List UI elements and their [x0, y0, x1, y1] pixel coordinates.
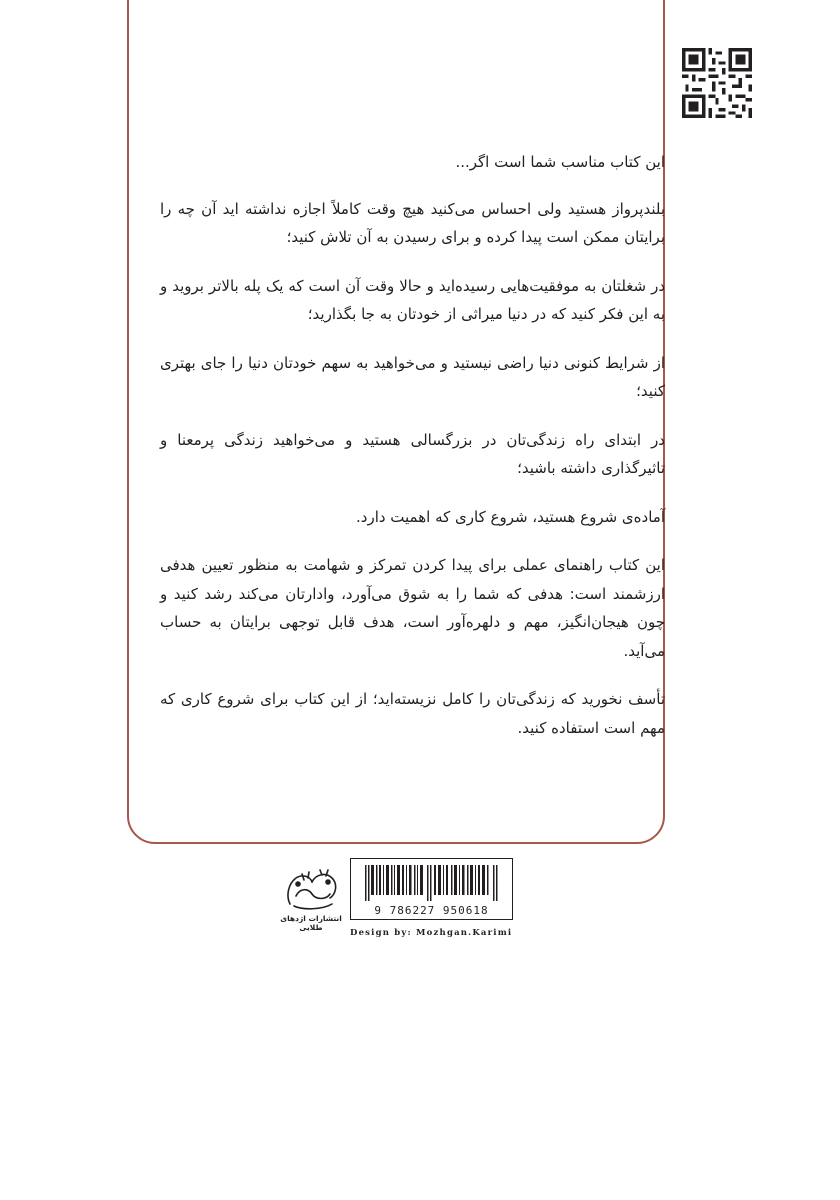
paragraph-2: در شغلتان به موفقیت‌هایی رسیده‌اید و حالا وقت آن است که یک پله بالاتر بروید و به این فکر کنید که در دنیا میراثی از خودتان به جا بگذارید؛	[160, 276, 665, 323]
dragon-logo-icon	[282, 866, 342, 912]
designer-credit: Design by: Mozhgan.Karimi	[350, 928, 513, 938]
isbn-number: 9 786227 950618	[374, 904, 489, 917]
paragraph-3: از شرایط کنونی دنیا راضی نیستید و می‌خواهید به سهم خودتان دنیا را جای بهتری کنید؛	[160, 353, 665, 400]
paragraph-4: در ابتدای راه زندگی‌تان در بزرگسالی هستید و می‌خواهید زندگی پرمعنا و تاثیرگذاری داشته باشید؛	[160, 430, 665, 477]
paragraph-1: بلندپرواز هستید ولی احساس می‌کنید هیچ وقت کاملاً اجازه نداشته اید آن چه را برایتان ممکن است پیدا کرده و برای رسیدن به آن تلاش کنید؛	[160, 199, 665, 246]
intro-line: این کتاب مناسب شما است اگر...	[455, 153, 665, 171]
qr-code-icon	[682, 48, 752, 118]
paragraph-5: آماده‌ی شروع هستید، شروع کاری که اهمیت دارد.	[356, 507, 665, 526]
back-cover-text	[160, 148, 665, 762]
publisher-name: انتشارات اژدهای طلایی	[280, 914, 342, 932]
paragraph-6: این کتاب راهنمای عملی برای پیدا کردن تمرکز و شهامت به منظور تعیین هدفی ارزشمند است: هدفی که شما را به شوق می‌آورد، وادارتان می‌کند رشد کنید و چون هیجان‌انگیز، مهم و دلهره‌آور است، هدف قابل توجهی برایتان به حساب می‌آید.	[160, 556, 665, 660]
paragraph-7: تأسف نخورید که زندگی‌تان را کامل نزیسته‌اید؛ از این کتاب برای شروع کاری که مهم است استفاده کنید.	[160, 690, 665, 737]
barcode-icon	[365, 865, 499, 901]
isbn-barcode	[350, 858, 513, 920]
